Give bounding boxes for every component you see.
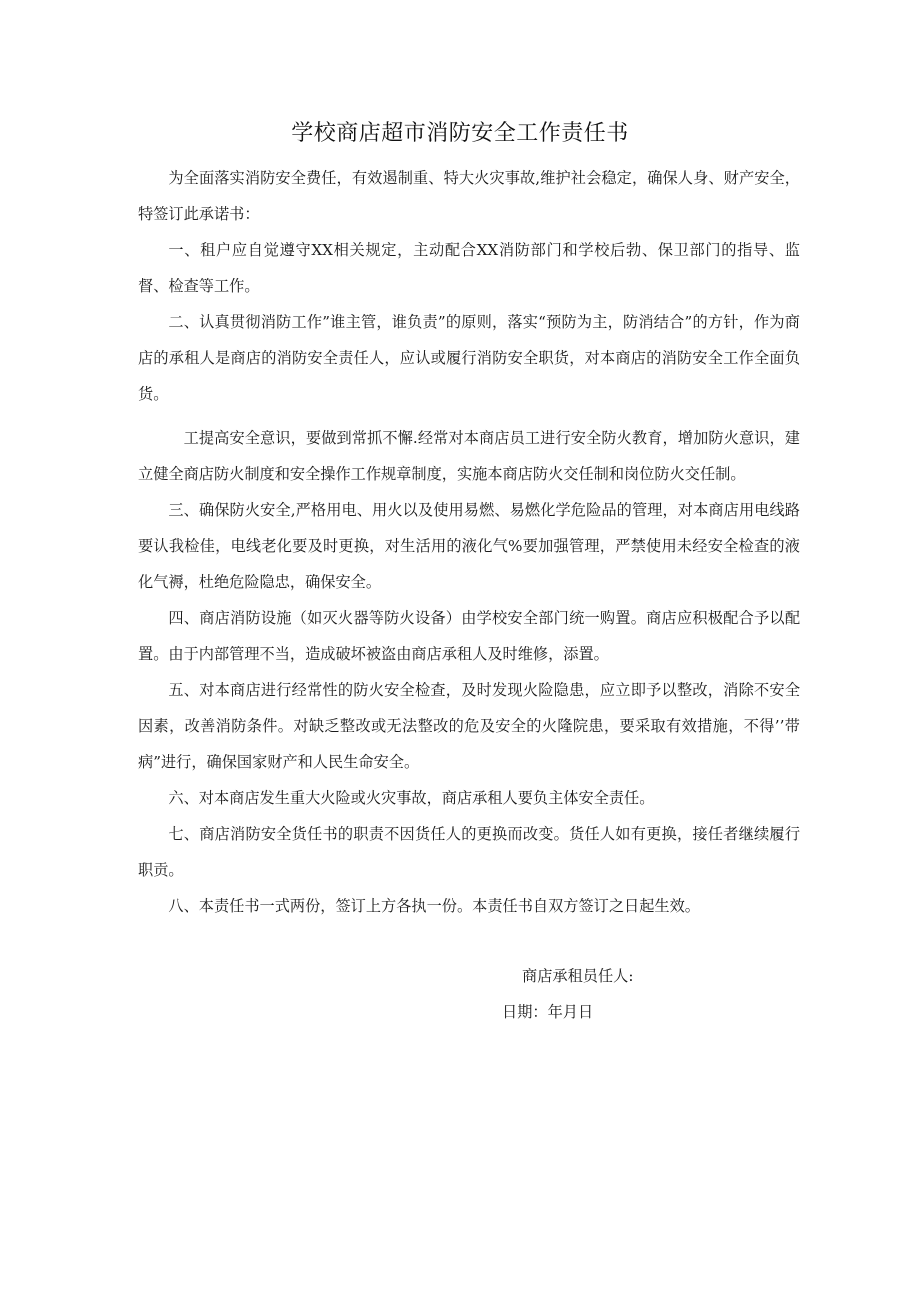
paragraph-4: 四、商店消防设施（如灭火器等防火设备）由学校安全部门统一购置。商店应积极配合予以配置。由于内部管理不当，造成破坏被盗由商店承租人及时维修，添置。 xyxy=(138,609,800,663)
paragraph-8: 八、本责任书一式两份，签订上方各执一份。本责任书自双方签订之日起生效。 xyxy=(168,897,700,915)
paragraph-3: 三、确保防火安全,严格用电、用火以及使用易燃、易燃化学危险品的管理，对本商店用电线路要认我检佳，电线老化要及时更换，对生活用的液化气%要加强管理，严禁使用未经安全检查的液化气褥，杜绝危险隐忠，确保安全。 xyxy=(138,501,800,591)
paragraph-7: 七、商店消防安全货任书的职责不因货任人的更换而改变。货任人如有更换，接任者继续履行职贡。 xyxy=(138,825,800,879)
paragraph-6: 六、对本商店发生重大火险或火灾事故，商店承租人要负主体安全责任。 xyxy=(168,789,655,807)
document-body xyxy=(138,160,800,924)
date-line: 日期：年月日 xyxy=(502,1003,594,1021)
document-title: 学校商店超市消防安全工作责任书 xyxy=(291,121,629,146)
paragraph-2: 二、认真贯彻消防工作”谁主管，谁负责”的原则，落实“预防为主，防消结合”的方针，作为商店的承租人是商店的消防安全责任人，应认或履行消防安全职货，对本商店的消防安全工作全面负货。 xyxy=(138,313,800,403)
paragraph-1: 一、租户应自觉遵守XX相关规定，主动配合XX消防部门和学校后勃、保卫部门的指导、监督、检查等工作。 xyxy=(138,241,800,295)
paragraph-5: 五、对本商店进行经常性的防火安全检查，及时发现火险隐患，应立即予以整改，消除不安全因素，改善消防条件。对缺乏整改或无法整改的危及安全的火隆院患，要采取有效措施，不得’’带病”进行，确保国家财产和人民生命安全。 xyxy=(138,681,800,771)
signature-line: 商店承租员任人: xyxy=(522,967,634,985)
paragraph-intro: 为全面落实消防安全费任，有效遏制重、特大火灾事故,维护社会稳定，确保人身、财产安全，特签订此承诺书： xyxy=(138,169,800,223)
paragraph-2-supplement: 工提高安全意识，要做到常抓不懈.经常对本商店员工进行安全防火教育，增加防火意识，建立健全商店防火制度和安全操作工作规章制度，实施本商店防火交任制和岗位防火交任制。 xyxy=(138,429,800,483)
